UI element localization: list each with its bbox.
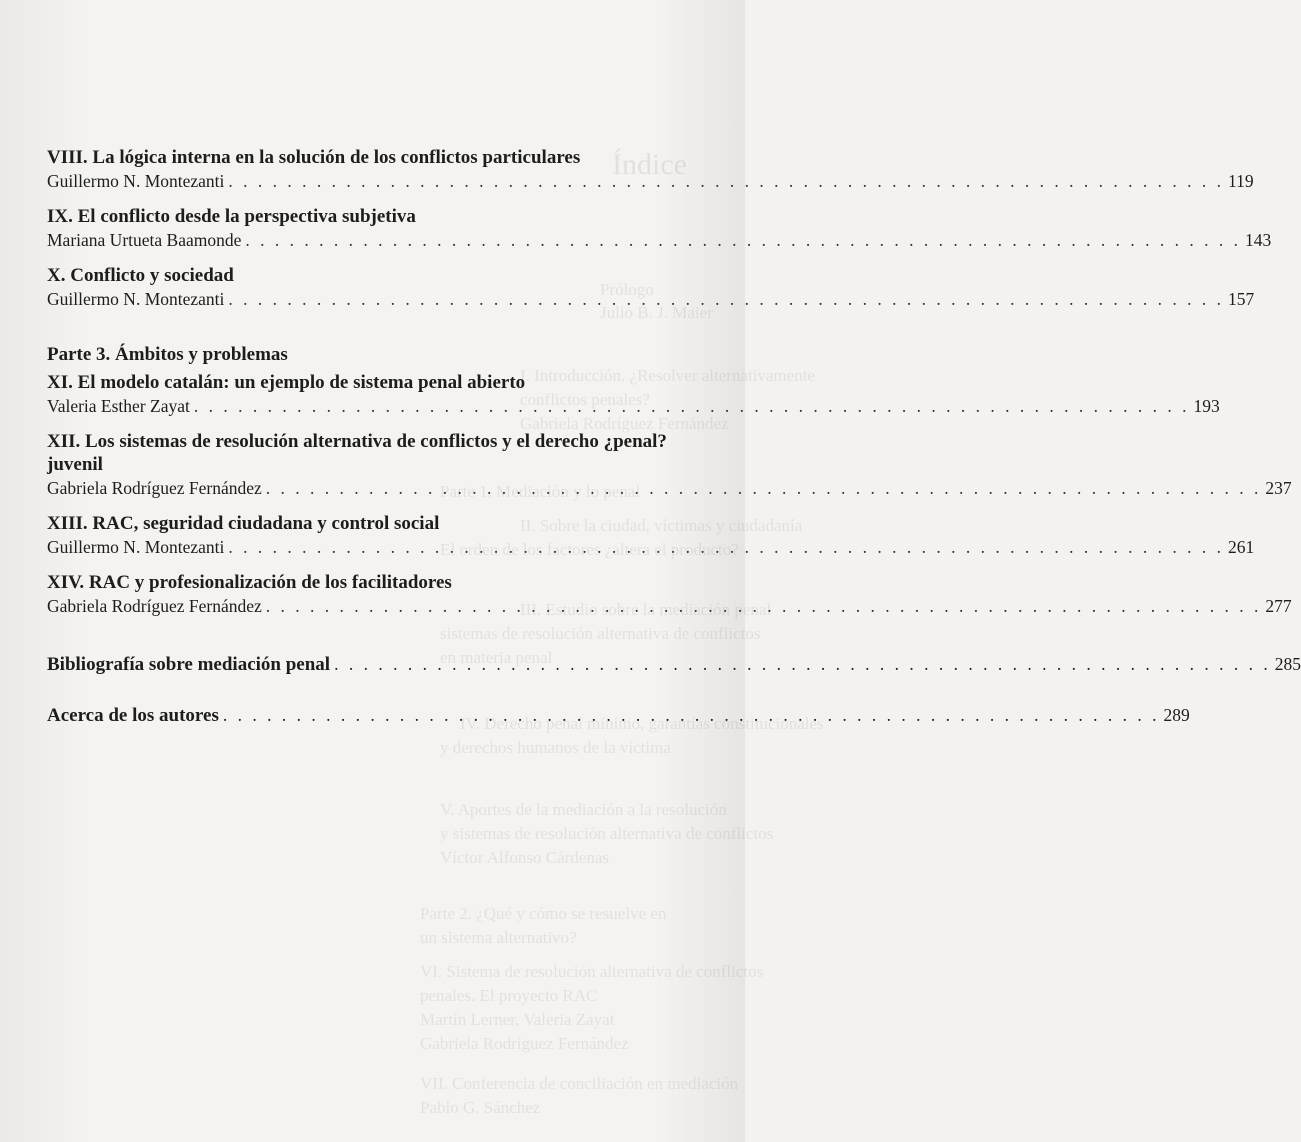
dot-leader bbox=[245, 228, 1241, 252]
page-number: 119 bbox=[1228, 171, 1254, 191]
chapter-author: Guillermo N. Montezanti bbox=[47, 171, 225, 191]
ghost-text: un sistema alternativo? bbox=[420, 928, 577, 947]
chapter-author: Gabriela Rodríguez Fernández bbox=[47, 478, 262, 498]
part-heading: Parte 3. Ámbitos y problemas bbox=[47, 344, 288, 365]
bibliography-label: Bibliografía sobre mediación penal bbox=[47, 654, 331, 675]
ghost-text: y derechos humanos de la víctima bbox=[440, 738, 671, 757]
page-number: 277 bbox=[1265, 596, 1292, 616]
page-number: 237 bbox=[1265, 478, 1292, 498]
page-number: 157 bbox=[1228, 289, 1255, 309]
ghost-text: Índice bbox=[612, 148, 687, 181]
dot-leader bbox=[194, 394, 1190, 418]
toc-entry bbox=[47, 205, 1272, 252]
ghost-text: El orden de los factores ¿altera el producto? bbox=[440, 540, 739, 559]
ghost-text: Víctor Alfonso Cárdenas bbox=[440, 848, 610, 867]
page-number: 143 bbox=[1245, 230, 1272, 250]
chapter-title: XIII. RAC, seguridad ciudadana y control social bbox=[47, 513, 440, 534]
chapter-title: IX. El conflicto desde la perspectiva subjetiva bbox=[47, 206, 416, 227]
chapter-author: Mariana Urtueta Baamonde bbox=[47, 230, 242, 250]
ghost-text: sistemas de resolución alternativa de conflictos bbox=[440, 624, 761, 643]
ghost-text: conflictos penales? bbox=[520, 390, 650, 409]
chapter-author: Valeria Esther Zayat bbox=[47, 396, 190, 416]
chapter-title: XI. El modelo catalán: un ejemplo de sistema penal abierto bbox=[47, 372, 526, 393]
chapter-author: Gabriela Rodríguez Fernández bbox=[47, 596, 262, 616]
ghost-text: en materia penal bbox=[440, 648, 553, 667]
dot-leader bbox=[334, 652, 1271, 676]
dot-leader bbox=[266, 594, 1262, 618]
toc-entry bbox=[47, 146, 1254, 193]
ghost-text: II. Sobre la ciudad, víctimas y ciudadanía bbox=[520, 516, 803, 535]
page-number: 289 bbox=[1163, 705, 1190, 725]
toc-line bbox=[47, 535, 1255, 559]
toc-entry bbox=[47, 264, 1255, 311]
chapter-title: X. Conflicto y sociedad bbox=[47, 265, 234, 286]
dot-leader bbox=[228, 535, 1224, 559]
page-number: 285 bbox=[1274, 654, 1301, 674]
ghost-text: VII. Conferencia de conciliación en mediación bbox=[420, 1074, 739, 1093]
ghost-text: Gabriela Rodríguez Fernández bbox=[520, 414, 729, 433]
chapter-author: Guillermo N. Montezanti bbox=[47, 289, 225, 309]
toc-line bbox=[47, 476, 1292, 500]
dot-leader bbox=[266, 476, 1262, 500]
chapter-title: XIV. RAC y profesionalización de los facilitadores bbox=[47, 572, 452, 593]
authors-label: Acerca de los autores bbox=[47, 705, 219, 726]
ghost-text: III. Estudio sobre la mediación penal bbox=[520, 600, 772, 619]
chapter-title: XII. Los sistemas de resolución alternativa de conflictos y el derecho ¿penal? juvenil bbox=[47, 431, 667, 475]
toc-line bbox=[47, 287, 1255, 311]
ghost-text: Prólogo bbox=[600, 280, 654, 299]
chapter-title: VIII. La lógica interna en la solución de los conflictos particulares bbox=[47, 147, 581, 168]
page-number: 193 bbox=[1193, 396, 1220, 416]
ghost-text: V. Aportes de la mediación a la resolución bbox=[440, 800, 727, 819]
ghost-text: Julio B. J. Maier bbox=[600, 303, 713, 322]
toc-entry bbox=[47, 512, 1255, 559]
ghost-text: Martín Lerner, Valeria Zayat bbox=[420, 1010, 615, 1029]
ghost-text: y sistemas de resolución alternativa de conflictos bbox=[440, 824, 774, 843]
ghost-text: VI. Sistema de resolución alternativa de conflictos bbox=[420, 962, 764, 981]
ghost-text: Pablo G. Sánchez bbox=[420, 1098, 541, 1117]
ghost-text: penales. El proyecto RAC bbox=[420, 986, 598, 1005]
bibliography-entry bbox=[47, 652, 1301, 677]
ghost-text: Parte 1. Mediación y lo penal bbox=[440, 482, 641, 501]
dot-leader bbox=[223, 703, 1160, 727]
toc-line bbox=[47, 169, 1254, 193]
toc-entry bbox=[47, 430, 1292, 500]
toc-line bbox=[47, 228, 1272, 252]
toc-line bbox=[47, 394, 1220, 418]
toc-line bbox=[47, 594, 1292, 618]
ghost-text: IV. Derecho penal mínimo, garantías constitucionales bbox=[460, 714, 824, 733]
ghost-text: I. Introducción. ¿Resolver alternativamente bbox=[520, 366, 816, 385]
toc-entry bbox=[47, 571, 1292, 618]
chapter-author: Guillermo N. Montezanti bbox=[47, 537, 225, 557]
ghost-text: Gabriela Rodríguez Fernández bbox=[420, 1034, 629, 1053]
dot-leader bbox=[228, 287, 1224, 311]
page-number: 261 bbox=[1228, 537, 1255, 557]
dot-leader bbox=[228, 169, 1224, 193]
ghost-text: Parte 2. ¿Qué y cómo se resuelve en bbox=[420, 904, 667, 923]
